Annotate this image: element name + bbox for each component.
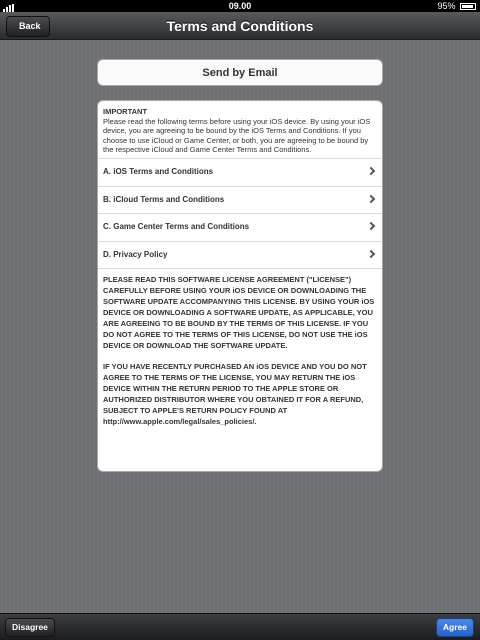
chevron-right-icon xyxy=(367,249,375,257)
license-text xyxy=(98,268,382,427)
terms-intro xyxy=(98,101,382,158)
intro-heading: IMPORTANT xyxy=(103,107,148,116)
content-area[interactable] xyxy=(0,41,480,613)
chevron-right-icon xyxy=(367,222,375,230)
row-label: D. Privacy Policy xyxy=(103,249,168,259)
terms-card xyxy=(97,100,383,472)
battery-percentage: 95% xyxy=(437,1,456,11)
row-label: A. iOS Terms and Conditions xyxy=(103,167,214,176)
row-ios-terms[interactable] xyxy=(98,158,382,186)
send-by-email-button[interactable]: Send by Email xyxy=(97,59,383,86)
battery-icon xyxy=(460,3,476,10)
status-bar xyxy=(0,0,480,12)
chevron-right-icon xyxy=(367,167,375,175)
bottom-toolbar xyxy=(0,613,480,640)
battery-status xyxy=(437,1,476,11)
license-paragraph-2: IF YOU HAVE RECENTLY PURCHASED AN iOS DEVICE AND YOU DO NOT AGREE TO THE TERMS OF THE LICENSE, YOU MAY RETURN THE iOS DEVICE WITHIN THE RETURN PERIOD TO THE APPLE STORE OR AUTHORIZED DISTRIBUTOR WHERE YOU OBTAINED IT FOR A REFUND, SUBJECT TO APPLE'S RETURN POLICY FOUND AT http://www.apple.com/legal/sales_policies/. xyxy=(103,362,367,426)
chevron-right-icon xyxy=(367,194,375,202)
row-privacy-policy[interactable] xyxy=(98,241,382,269)
disagree-button[interactable]: Disagree xyxy=(5,618,55,637)
status-time: 09.00 xyxy=(228,1,252,11)
license-paragraph-1: PLEASE READ THIS SOFTWARE LICENSE AGREEMENT ("LICENSE") CAREFULLY BEFORE USING YOUR iOS DEVICE OR DOWNLOADING THE SOFTWARE UPDATE ACCOMPANYING THIS LICENSE. BY USING YOUR iOS DEVICE OR DOWNLOADING A SOFTWARE UPDATE, AS APPLICABLE, YOU ARE AGREEING TO BE BOUND BY THE TERMS OF THIS LICENSE. IF YOU DO NOT AGREE TO THE TERMS OF THIS LICENSE, DO NOT USE THE iOS DEVICE OR DOWNLOAD THE SOFTWARE UPDATE. xyxy=(103,275,375,350)
intro-text: Please read the following terms before using your iOS device. By using your iOS device, you are agreeing to be bound by the iOS Terms and Conditions. If you choose to use iCloud or Game Center, or both, you are agreeing to be bound by the respective iCloud and Game Center Terms and Conditions. xyxy=(103,116,371,155)
agree-button[interactable]: Agree xyxy=(436,618,474,637)
row-label: B. iCloud Terms and Conditions xyxy=(103,194,225,204)
row-label: C. Game Center Terms and Conditions xyxy=(103,222,250,231)
navigation-bar xyxy=(0,12,480,40)
back-button-label: Back xyxy=(19,21,41,31)
row-icloud-terms[interactable] xyxy=(98,186,382,214)
page-title: Terms and Conditions xyxy=(166,18,314,34)
row-game-center-terms[interactable] xyxy=(98,213,382,241)
